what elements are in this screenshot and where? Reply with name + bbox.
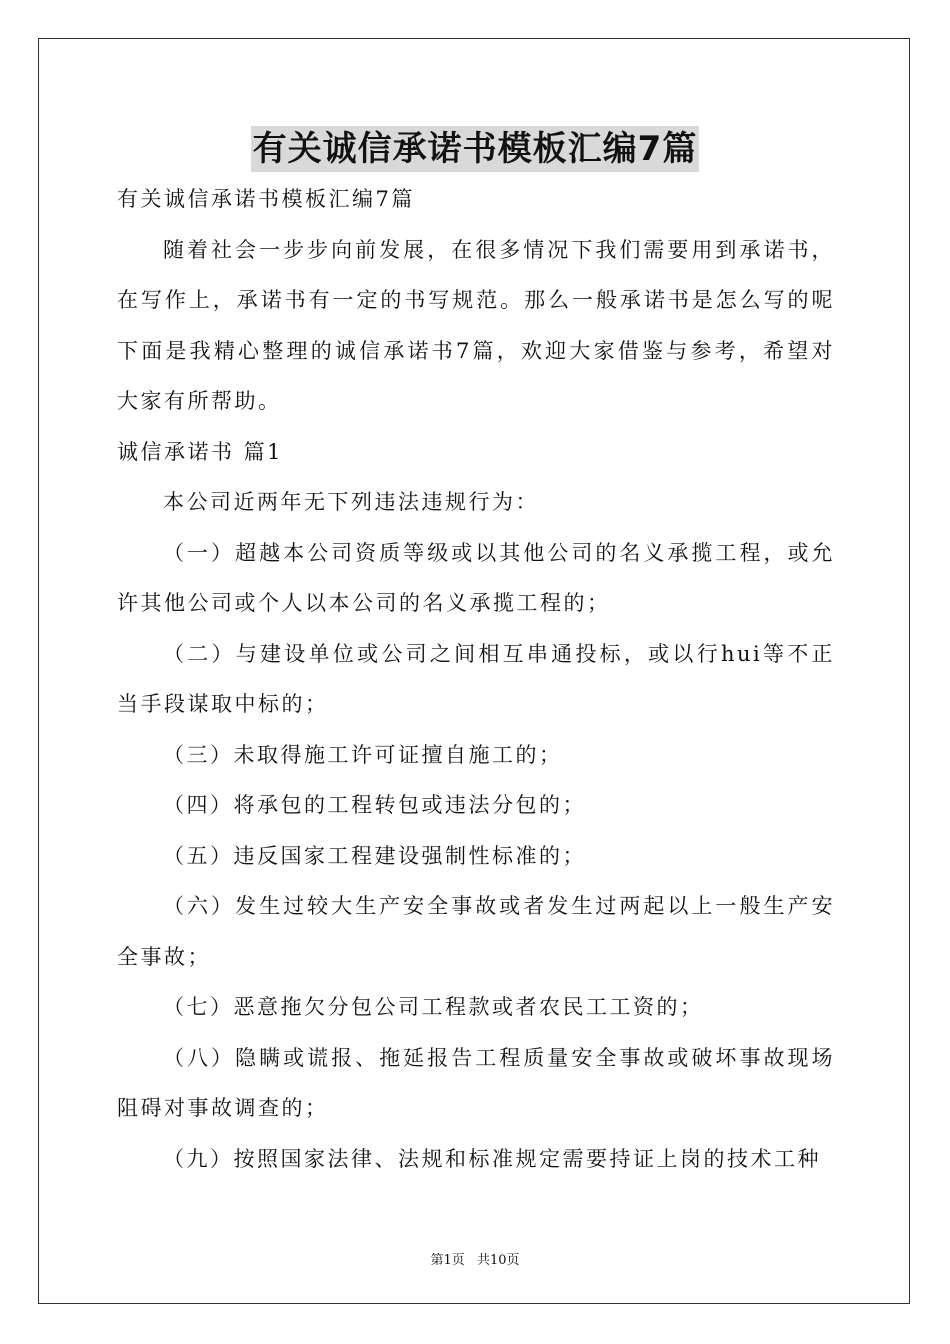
list-item: （三）未取得施工许可证擅自施工的； xyxy=(163,742,563,767)
document-title: 有关诚信承诺书模板汇编7篇 xyxy=(251,126,700,172)
paragraph: 随着社会一步步向前发展，在很多情况下我们需要用到承诺书，在写作上，承诺书有一定的书写规范。那么一般承诺书是怎么写的呢下面是我精心整理的诚信承诺书7篇，欢迎大家借鉴与参考，希望对大家有所帮助。 xyxy=(117,237,835,413)
page-total: 共10页 xyxy=(476,1253,520,1268)
list-item: （二）与建设单位或公司之间相互串通投标，或以行hui等不正当手段谋取中标的； xyxy=(117,641,835,716)
section-heading: 诚信承诺书 篇1 xyxy=(117,439,284,464)
list-item: （六）发生过较大生产安全事故或者发生过两起以上一般生产安全事故； xyxy=(117,894,835,969)
paragraph: 本公司近两年无下列违法违规行为： xyxy=(163,490,539,514)
list-item: （一）超越本公司资质等级或以其他公司的名义承揽工程，或允许其他公司或个人以本公司的名义承揽工程的； xyxy=(117,540,835,615)
list-item: （七）恶意拖欠分包公司工程款或者农民工工资的； xyxy=(163,995,704,1019)
list-item: （九）按照国家法律、法规和标准规定需要持证上岗的技术工种 xyxy=(163,1146,821,1171)
page-footer xyxy=(0,1249,950,1268)
paragraph: 有关诚信承诺书模板汇编7篇 xyxy=(117,187,415,211)
page-number: 第1页 xyxy=(430,1253,465,1268)
document-body xyxy=(117,174,835,1184)
list-item: （四）将承包的工程转包或违法分包的； xyxy=(163,793,586,817)
list-item: （八）隐瞒或谎报、拖延报告工程质量安全事故或破坏事故现场阻碍对事故调查的； xyxy=(117,1045,835,1120)
list-item: （五）违反国家工程建设强制性标准的； xyxy=(163,843,586,868)
title-container xyxy=(0,126,950,172)
